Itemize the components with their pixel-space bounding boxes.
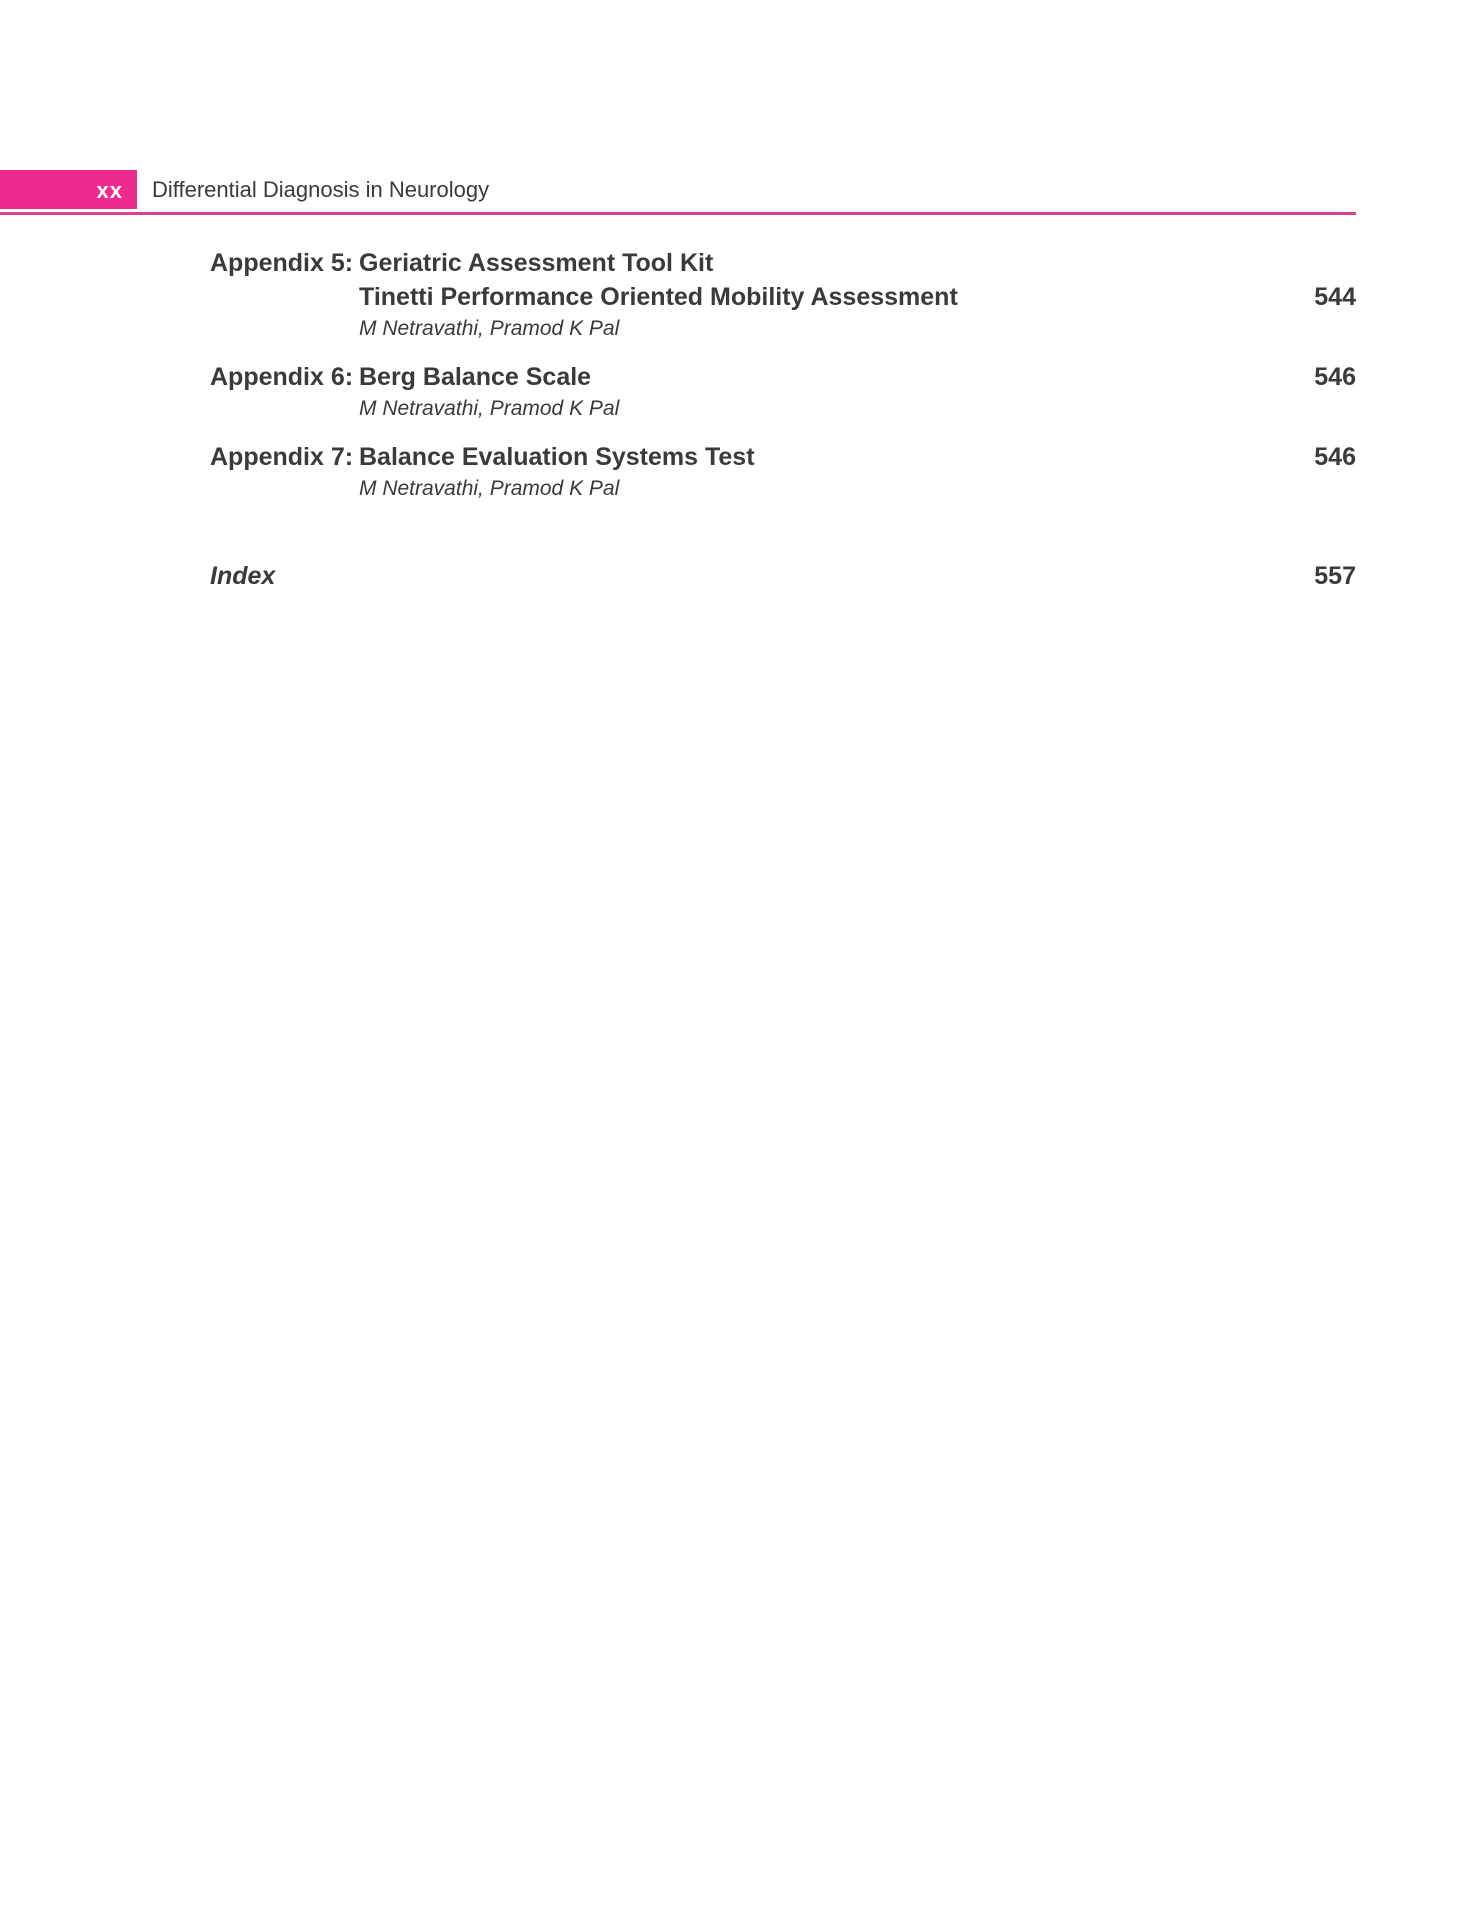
index-page: 557 <box>1314 562 1356 590</box>
book-title: Differential Diagnosis in Neurology <box>152 177 490 202</box>
toc-entry-appendix-5[interactable] <box>210 246 1356 344</box>
toc-entry-label: Appendix 7: <box>210 443 354 471</box>
toc-entry-heading-row <box>210 360 1356 394</box>
toc-entry-page: 546 <box>1314 363 1356 391</box>
toc-entry-authors: M Netravathi, Pramod K Pal <box>359 397 620 420</box>
toc-entry-page: 546 <box>1314 443 1356 471</box>
page-number: xx <box>96 178 123 203</box>
toc-entry-authors: M Netravathi, Pramod K Pal <box>359 317 620 340</box>
toc-entry-appendix-6[interactable] <box>210 360 1356 424</box>
toc-entry-title: Geriatric Assessment Tool Kit <box>359 249 714 277</box>
toc-entry-subtitle: Tinetti Performance Oriented Mobility Assessment <box>359 283 958 311</box>
running-head <box>0 170 1356 214</box>
toc-entry-index[interactable] <box>210 559 1356 593</box>
toc-entry-label: Appendix 6: <box>210 363 354 391</box>
toc-entry-title: Berg Balance Scale <box>359 363 592 391</box>
page-number-tab <box>0 170 137 209</box>
index-label: Index <box>210 562 276 590</box>
header-rule <box>0 212 1356 215</box>
toc-entry-label: Appendix 5: <box>210 249 354 277</box>
toc-entry-title: Balance Evaluation Systems Test <box>359 443 755 471</box>
toc-entry-heading-row <box>210 440 1356 474</box>
toc-entry-page: 544 <box>1314 283 1356 311</box>
toc-entry-appendix-7[interactable] <box>210 440 1356 504</box>
toc-entry-authors: M Netravathi, Pramod K Pal <box>359 477 620 500</box>
toc-entry-heading-row <box>210 246 1356 280</box>
table-of-contents <box>210 246 1356 520</box>
toc-entry-subtitle-row <box>210 280 1356 314</box>
